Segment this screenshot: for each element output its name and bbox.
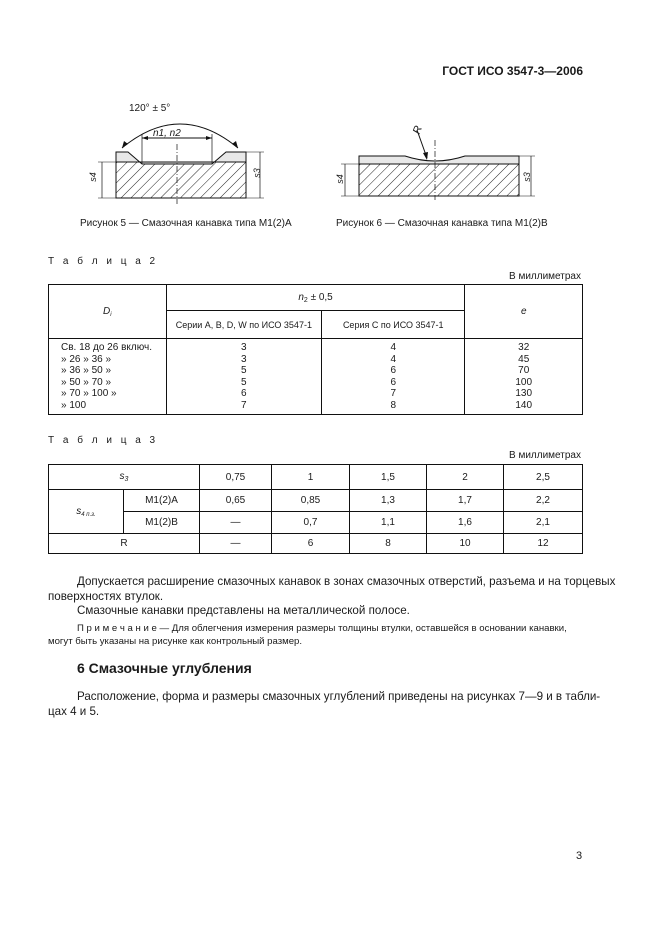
t2-header-di: $D_i$ — [49, 285, 167, 339]
t3-header-s3: $s_3$ — [49, 465, 200, 490]
t2-header-e: e — [465, 285, 583, 339]
para-1-line-1: Допускается расширение смазочных канавок в зонах смазочных отверстий, разъема и на торцевых — [77, 575, 616, 588]
t3-cell: 2,1 — [504, 512, 583, 534]
page-number: 3 — [576, 850, 583, 862]
fig6-s4-label: s4 — [334, 174, 345, 184]
table-3 — [48, 464, 583, 554]
t3-header-r: R — [49, 534, 200, 554]
para-1-line-2: поверхностях втулок. — [48, 590, 164, 603]
fig5-angle-label: 120° ± 5° — [129, 103, 171, 114]
t3-cell: 1,3 — [350, 490, 427, 512]
strip-lining — [116, 152, 246, 164]
fig5-n-label: n1, n2 — [153, 128, 181, 139]
t3-s3-value: 1 — [272, 465, 350, 490]
figure-6-drawing — [335, 110, 545, 210]
table-2-units: В миллиметрах — [509, 271, 581, 282]
t3-s3-value: 2,5 — [504, 465, 583, 490]
fig6-r-label: R — [410, 124, 425, 136]
t3-cell: 1,7 — [427, 490, 504, 512]
fig5-s4-label: s4 — [87, 172, 98, 182]
note-line-2: могут быть указаны на рисунке как контрольный размер. — [48, 636, 303, 647]
table-2-label: Т а б л и ц а 2 — [48, 256, 159, 267]
para-3-line-2: цах 4 и 5. — [48, 705, 100, 718]
strip-base — [359, 164, 519, 196]
fig5-s3-label: s3 — [251, 168, 262, 178]
para-3-line-1: Расположение, форма и размеры смазочных углублений приведены на рисунках 7—9 и в табли- — [77, 690, 601, 703]
t3-cell: 0,65 — [200, 490, 272, 512]
t3-cell: 0,7 — [272, 512, 350, 534]
t2-header-series-c: Серия C по ИСО 3547-1 — [322, 311, 465, 339]
t2-header-n2: $n_2 \pm 0,5$ — [166, 285, 465, 311]
section-title: 6 Смазочные углубления — [77, 660, 252, 676]
document-header: ГОСТ ИСО 3547-3—2006 — [442, 64, 583, 78]
t2-col-e: 32 45 70 100 130 140 — [465, 339, 583, 415]
t3-cell: 1,6 — [427, 512, 504, 534]
table-2 — [48, 284, 583, 415]
t3-cell: — — [200, 534, 272, 554]
fig6-s3-label: s3 — [521, 172, 532, 182]
figure-5-drawing — [80, 100, 280, 210]
table-3-units: В миллиметрах — [509, 450, 581, 461]
t3-cell: 12 — [504, 534, 583, 554]
note-line-1: П р и м е ч а н и е — Для облегчения измерения размеры толщины втулки, оставшейся в основании канавки, — [77, 623, 567, 634]
strip-lining — [359, 156, 519, 164]
t3-type-a: M1(2)A — [124, 490, 200, 512]
t3-cell: 2,2 — [504, 490, 583, 512]
t2-col-c: 4 4 6 6 7 8 — [322, 339, 465, 415]
strip-base — [116, 162, 246, 198]
t3-s3-value: 0,75 — [200, 465, 272, 490]
t3-cell: 1,1 — [350, 512, 427, 534]
t3-s3-value: 1,5 — [350, 465, 427, 490]
figure-5-caption: Рисунок 5 — Смазочная канавка типа М1(2)А — [80, 218, 292, 229]
table-3-label: Т а б л и ц а 3 — [48, 435, 159, 446]
t3-cell: 8 — [350, 534, 427, 554]
t3-cell: — — [200, 512, 272, 534]
t3-cell: 0,85 — [272, 490, 350, 512]
t2-header-series-abdw: Серии A, B, D, W по ИСО 3547-1 — [166, 311, 321, 339]
t3-cell: 10 — [427, 534, 504, 554]
t3-header-s4: $s_{4 п.з.}$ — [49, 490, 124, 534]
figure-6-caption: Рисунок 6 — Смазочная канавка типа М1(2)В — [336, 218, 548, 229]
t2-col-di: Св. 18 до 26 включ. » 26 » 36 » » 36 » 50 » » 50 » 70 » » 70 » 100 » » 100 — [49, 339, 167, 415]
para-2: Смазочные канавки представлены на металлической полосе. — [77, 604, 410, 617]
t3-cell: 6 — [272, 534, 350, 554]
t3-type-b: M1(2)B — [124, 512, 200, 534]
t3-s3-value: 2 — [427, 465, 504, 490]
t2-col-abdw: 3 3 5 5 6 7 — [166, 339, 321, 415]
